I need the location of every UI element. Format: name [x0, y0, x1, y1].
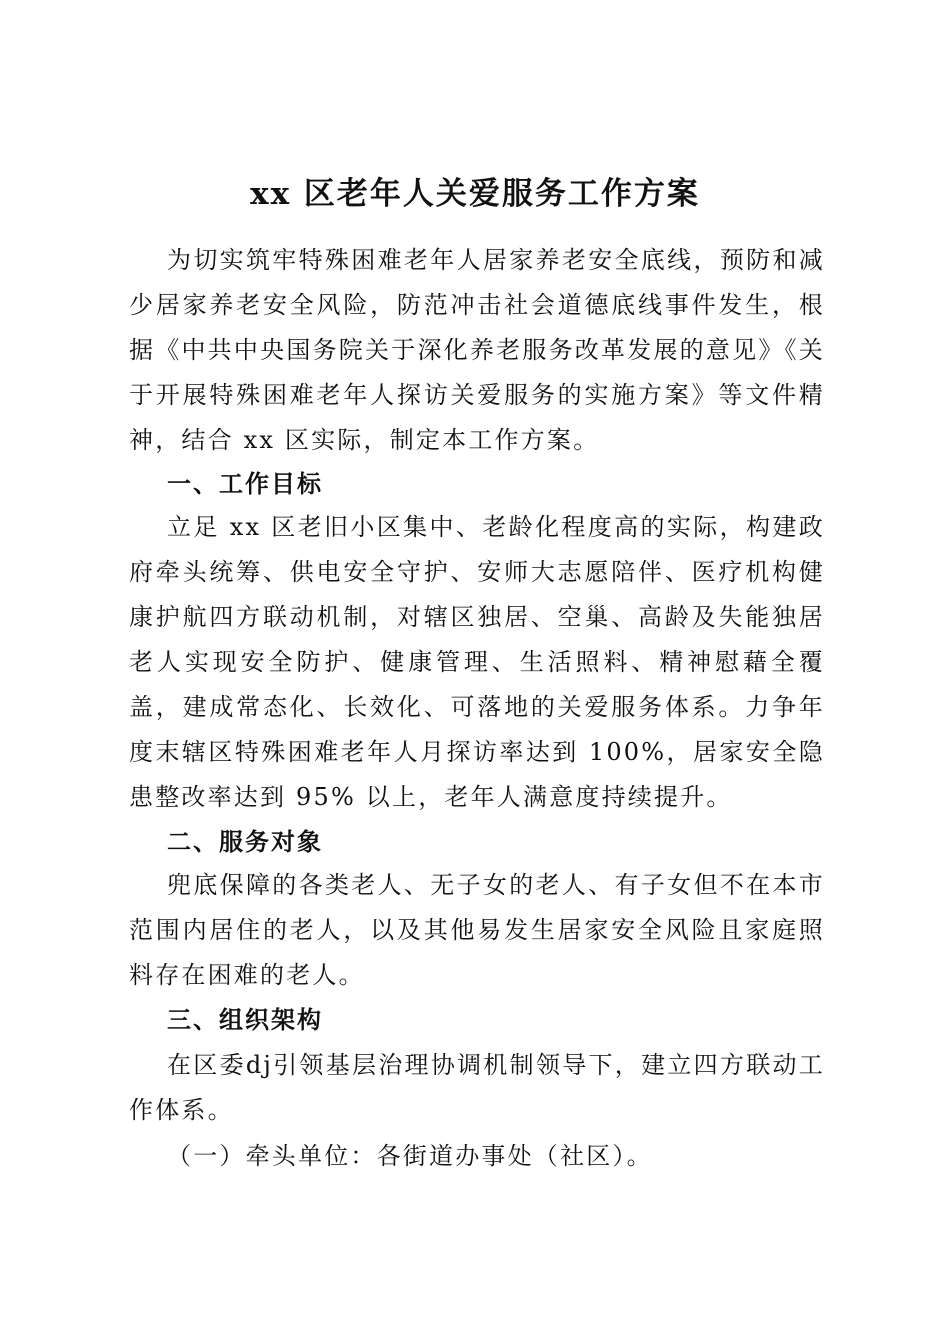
section-text-goals: 立足 xx 区老旧小区集中、老龄化程度高的实际，构建政府牵头统筹、供电安全守护、安师大志愿陪伴、医疗机构健康护航四方联动机制，对辖区独居、空巢、高龄及失能独居老人实现安全防护、健康管理、生活照料、精神慰藉全覆盖，建成常态化、长效化、可落地的关爱服务体系。力争年度末辖区特殊困难老年人月探访率达到 100%，居家安全隐患整改率达到 95% 以上，老年人满意度持续提升。 — [129, 513, 825, 811]
section-text-targets: 兜底保障的各类老人、无子女的老人、有子女但不在本市范围内居住的老人，以及其他易发生居家安全风险且家庭照料存在困难的老人。 — [129, 871, 825, 989]
intro-paragraph: 为切实筑牢特殊困难老年人居家养老安全底线，预防和减少居家养老安全风险，防范冲击社会道德底线事件发生，根据《中共中央国务院关于深化养老服务改革发展的意见》《关于开展特殊困难老年人探访关爱服务的实施方案》等文件精神，结合 xx 区实际，制定本工作方案。 — [129, 246, 825, 454]
section-text-organization: 在区委dj引领基层治理协调机制领导下，建立四方联动工作体系。 — [129, 1051, 825, 1124]
document-title: xx 区老年人关爱服务工作方案 — [250, 176, 700, 212]
section-heading-organization: 三、组织架构 — [167, 1005, 323, 1034]
section-heading-goals: 一、工作目标 — [167, 469, 323, 498]
organization-sub-item: （一）牵头单位：各街道办事处（社区）。 — [167, 1142, 653, 1170]
section-heading-targets: 二、服务对象 — [167, 827, 323, 856]
